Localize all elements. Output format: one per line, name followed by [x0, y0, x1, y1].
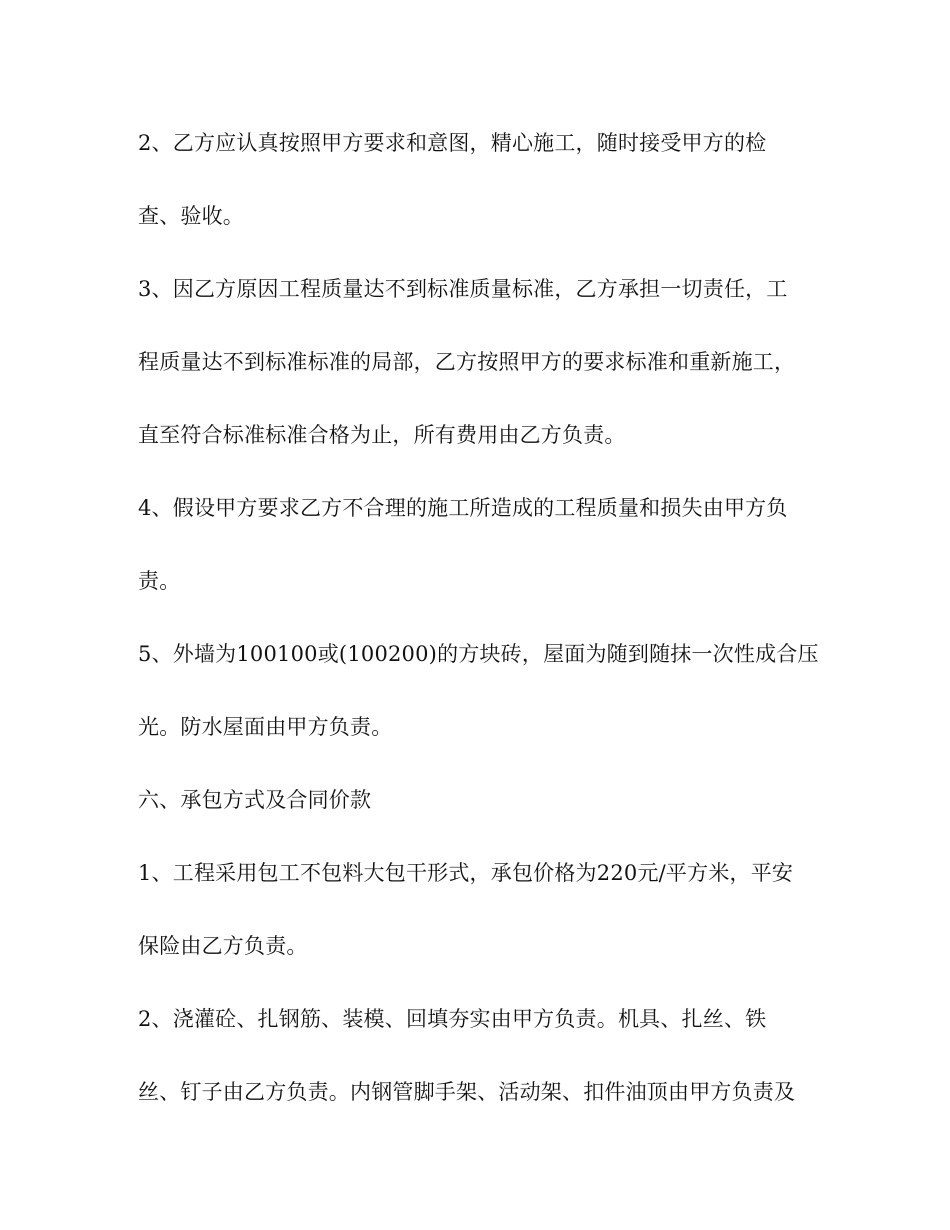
text-line: 2、浇灌砼、扎钢筋、装模、回填夯实由甲方负责。机具、扎丝、铁	[138, 1007, 767, 1031]
text-line: 5、外墙为100100或(100200)的方块砖，屋面为随到随抹一次性成合压	[138, 642, 819, 666]
text-line: 3、因乙方原因工程质量达不到标准质量标准，乙方承担一切责任，工	[138, 277, 788, 301]
text-line: 保险由乙方负责。	[138, 934, 308, 958]
document-body	[138, 127, 820, 1149]
section-heading: 六、承包方式及合同价款	[138, 788, 372, 812]
text-line: 查、验收。	[138, 204, 244, 228]
text-line: 1、工程采用包工不包料大包干形式，承包价格为220元/平方米，平安	[138, 861, 794, 885]
text-line: 直至符合标准标准合格为止，所有费用由乙方负责。	[138, 423, 626, 447]
text-line: 责。	[138, 569, 181, 593]
text-line: 丝、钉子由乙方负责。内钢管脚手架、活动架、扣件油顶由甲方负责及	[138, 1080, 796, 1104]
text-line: 2、乙方应认真按照甲方要求和意图，精心施工，随时接受甲方的检	[138, 131, 767, 155]
text-line: 光。防水屋面由甲方负责。	[138, 715, 393, 739]
text-line: 4、假设甲方要求乙方不合理的施工所造成的工程质量和损失由甲方负	[138, 496, 788, 520]
text-line: 程质量达不到标准标准的局部，乙方按照甲方的要求标准和重新施工，	[138, 350, 796, 374]
